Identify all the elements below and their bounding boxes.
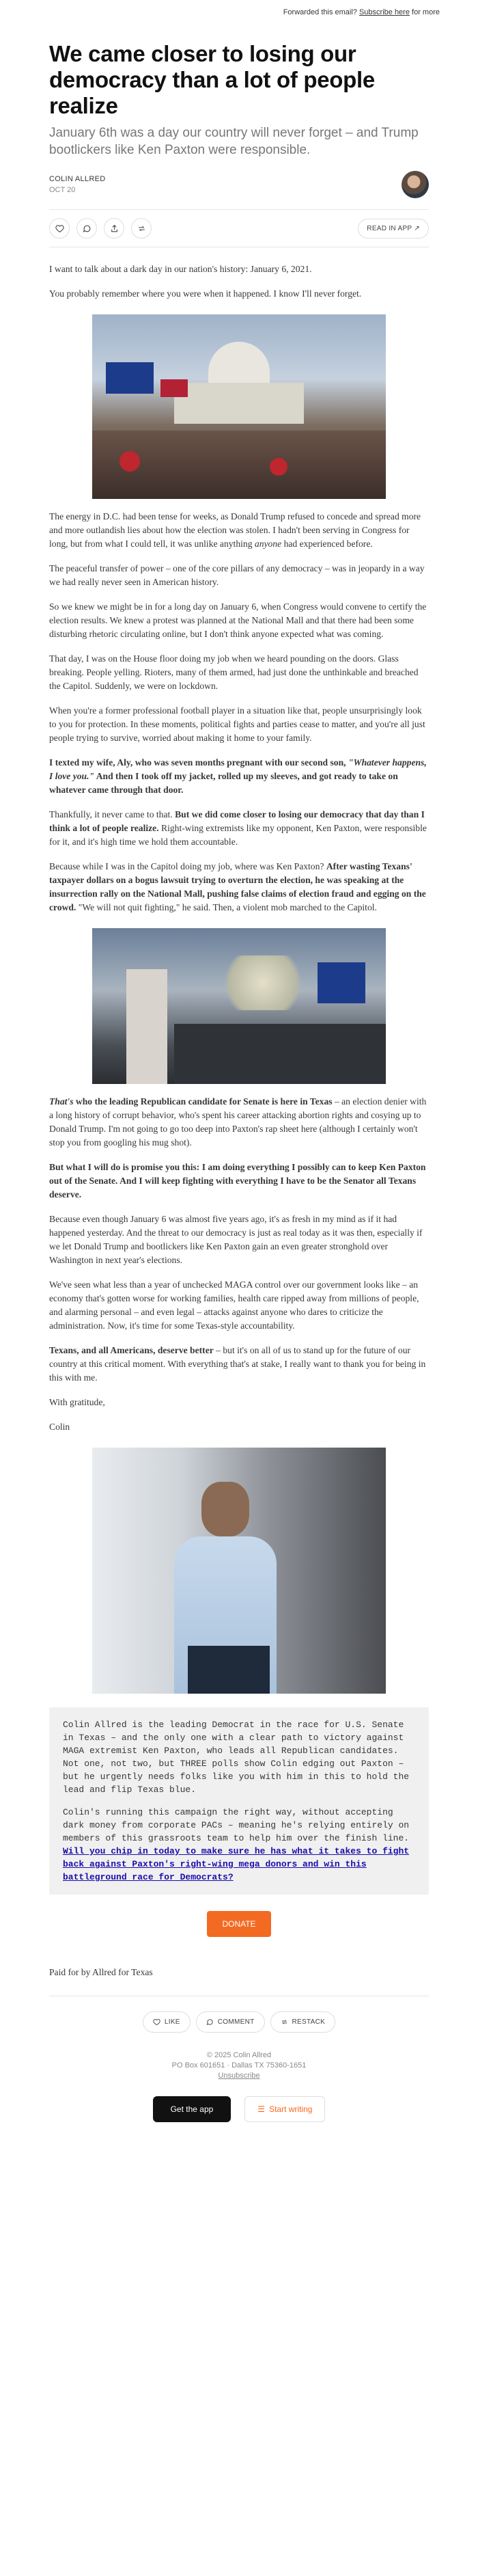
colin-portrait-image[interactable] — [92, 1448, 386, 1694]
comment-button[interactable] — [196, 2011, 265, 2033]
paragraph — [49, 756, 429, 797]
text-run: Right-wing extremists like my opponent, Ken Paxton, were responsible for it, and it's high time we hold them accountable. — [49, 823, 427, 847]
post-subtitle: January 6th was a day our country will never forget – and Trump bootlickers like Ken Paxton were responsible. — [49, 126, 419, 157]
comment-icon — [206, 2018, 214, 2026]
read-in-app-button[interactable] — [358, 219, 429, 239]
promo-paragraph: Colin Allred is the leading Democrat in the race for U.S. Senate in Texas – and the only one with a clear path to victory against MAGA extremist Ken Paxton, who leads all Republican candidates. Not one, not two, but THREE polls show Colin edging out Paxton – but he urgently needs folks like you with him in this to hold the lead and flip Texas blue. — [63, 1720, 410, 1795]
subscribe-link[interactable]: Subscribe here — [358, 8, 410, 16]
paragraph — [49, 510, 429, 551]
start-writing-button[interactable] — [244, 2096, 325, 2122]
bold-run: I texted my wife, Aly, who was seven months pregnant with our second son, — [49, 757, 348, 768]
paragraph: With gratitude, — [49, 1397, 105, 1407]
emphasis: anyone — [254, 539, 282, 549]
paragraph — [49, 808, 429, 849]
promo-box — [49, 1707, 429, 1895]
bold-run: And then I took off my jacket, rolled up my sleeves, and got ready to take on whatever came through that door. — [49, 771, 398, 795]
copyright: © 2025 Colin Allred — [206, 2051, 272, 2059]
restack-label: RESTACK — [292, 2018, 326, 2026]
promo-paragraph — [63, 1806, 415, 1884]
like-label: LIKE — [164, 2018, 180, 2026]
bold-run: But what I will do is promise you this: I am doing everything I possibly can to keep Ken Paxton out of the Senate. And I will keep fighting with everything I have to be the Senator all Texans deserve. — [49, 1162, 426, 1199]
chip-in-link[interactable]: Will you chip in today to make sure he has what it takes to fight back against Paxton's right-wing mega donors and win this battleground race for Democrats? — [63, 1846, 410, 1882]
donate-button[interactable]: DONATE — [207, 1911, 270, 1937]
forward-text: Forwarded this email? — [283, 8, 357, 16]
signature: Colin — [49, 1422, 70, 1432]
arrow-up-right-icon: ↗ — [414, 224, 420, 232]
post-header — [0, 41, 478, 247]
text-run: "We will not quit fighting," he said. Then, a violent mob marched to the Capitol. — [76, 902, 377, 912]
forward-suffix: for more — [412, 8, 440, 16]
bold-run: Texans, and all Americans, deserve better — [49, 1345, 214, 1355]
text-run: Colin's running this campaign the right way, without accepting dark money from corporate PACs – meaning he's relying entirely on members of this grassroots team to help him over the finish line. — [63, 1807, 410, 1843]
forward-bar — [0, 0, 478, 21]
paid-for-text: Paid for by Allred for Texas — [49, 1967, 429, 1996]
restack-icon[interactable] — [131, 218, 152, 239]
paragraph: So we knew we might be in for a long day on January 6, when Congress would convene to certify the election results. We knew a protest was planned at the National Mall and that there had been some disturbing rhetoric circulating online, but I don't think anyone expected what was coming. — [49, 601, 427, 639]
bold-run: After wasting Texans' taxpayer dollars on a bogus lawsuit trying to overturn the election, he was speaking at the insurrection rally on the National Mall, pushing false claims of election fraud and egging on the crowd. — [49, 861, 426, 912]
text-run: Thankfully, it never came to that. — [49, 809, 175, 819]
start-writing-label: Start writing — [269, 2104, 313, 2114]
paragraph: We've seen what less than a year of unchecked MAGA control over our government looks like – an economy that's gotten worse for working families, health care ripped away from millions of people, and alarming personal – and even legal – attacks against anyone who dares to criticize the administration. Now, it's time for some Texas-style accountability. — [49, 1279, 419, 1331]
like-button[interactable] — [143, 2011, 191, 2033]
get-app-button[interactable]: Get the app — [153, 2096, 231, 2122]
read-in-app-label: READ IN APP — [367, 224, 412, 232]
text-run: Because while I was in the Capitol doing my job, where was Ken Paxton? — [49, 861, 326, 871]
heart-icon[interactable] — [49, 218, 70, 239]
avatar[interactable] — [402, 171, 429, 198]
paragraph — [49, 1344, 429, 1385]
mailing-address: PO Box 601651 · Dallas TX 75360-1651 — [171, 2061, 307, 2070]
capitol-riot-image[interactable] — [92, 928, 386, 1084]
footer-actions — [0, 2011, 478, 2033]
paragraph: I want to talk about a dark day in our nation's history: January 6, 2021. — [49, 264, 312, 274]
comment-icon[interactable] — [76, 218, 97, 239]
text-run: – an election denier with a long history of corrupt behavior, who's spent his career attacking abortion rights and cosying up to Donald Trump. I'm not going to go too deep into Paxton's rap sheet here (although I certainly won't stop you from googling his mug shot). — [49, 1096, 427, 1148]
bottom-buttons — [0, 2096, 478, 2122]
paragraph: You probably remember where you were when it happened. I know I'll never forget. — [49, 288, 362, 299]
share-icon[interactable] — [104, 218, 124, 239]
capitol-crowd-image[interactable] — [92, 314, 386, 499]
bold-italic-run: "Whatever happens, I love you." — [49, 757, 427, 781]
text-run: had experienced before. — [281, 539, 373, 549]
text-run: The energy in D.C. had been tense for weeks, as Donald Trump refused to concede and spread more and more outlandish lies about how the election was stolen. I hadn't been serving in Congress for long, but from what I could tell, it was unlike anything — [49, 511, 421, 549]
text-run: – but it's on all of us to stand up for the future of our country at this critical moment. With everything that's at stake, I really want to thank you for being in this with me. — [49, 1345, 426, 1383]
paragraph: That day, I was on the House floor doing my job when we heard pounding on the doors. Glass breaking. People yelling. Rioters, many of them armed, had just done the unthinkable and breached the Capitol. Suddenly, we were on lockdown. — [49, 653, 419, 691]
action-bar — [49, 209, 429, 247]
footer — [0, 2050, 478, 2081]
substack-icon: ☰ — [257, 2104, 266, 2114]
paragraph: Because even though January 6 was almost five years ago, it's as fresh in my mind as if it had happened yesterday. And the threat to our democracy is just as real today as it was then, especially if we let Donald Trump and bootlickers like Ken Paxton gain an even greater stronghold over Washington in next year's elections. — [49, 1214, 423, 1265]
comment-label: COMMENT — [217, 2018, 255, 2026]
unsubscribe-link[interactable]: Unsubscribe — [218, 2072, 260, 2080]
bold-run: But we did come closer to losing our democracy that day than I think a lot of people realize. — [49, 809, 425, 833]
heart-icon — [153, 2018, 160, 2026]
paragraph — [49, 1161, 429, 1202]
paragraph: The peaceful transfer of power – one of the core pillars of any democracy – was in jeopardy in a way we had really never seen in American history. — [49, 563, 425, 587]
post-title[interactable]: We came closer to losing our democracy than a lot of people realize — [49, 41, 375, 118]
bold-italic-run: That's — [49, 1096, 74, 1107]
bold-run: who the leading Republican candidate for Senate is here in Texas — [73, 1096, 333, 1107]
restack-icon — [281, 2018, 288, 2026]
paragraph — [49, 1095, 429, 1150]
restack-button[interactable] — [270, 2011, 336, 2033]
donate-wrap — [0, 1911, 478, 1937]
post-date: OCT 20 — [49, 186, 76, 194]
byline — [49, 171, 429, 198]
paragraph: When you're a former professional football player in a situation like that, people unsurprisingly look to you for protection. In these moments, political fights and parties cease to matter, and you're all just people trying to survive, worried about making it home to your family. — [49, 705, 425, 743]
paragraph — [49, 860, 429, 914]
author-name[interactable]: COLIN ALLRED — [49, 175, 106, 183]
post-body — [0, 262, 478, 1694]
